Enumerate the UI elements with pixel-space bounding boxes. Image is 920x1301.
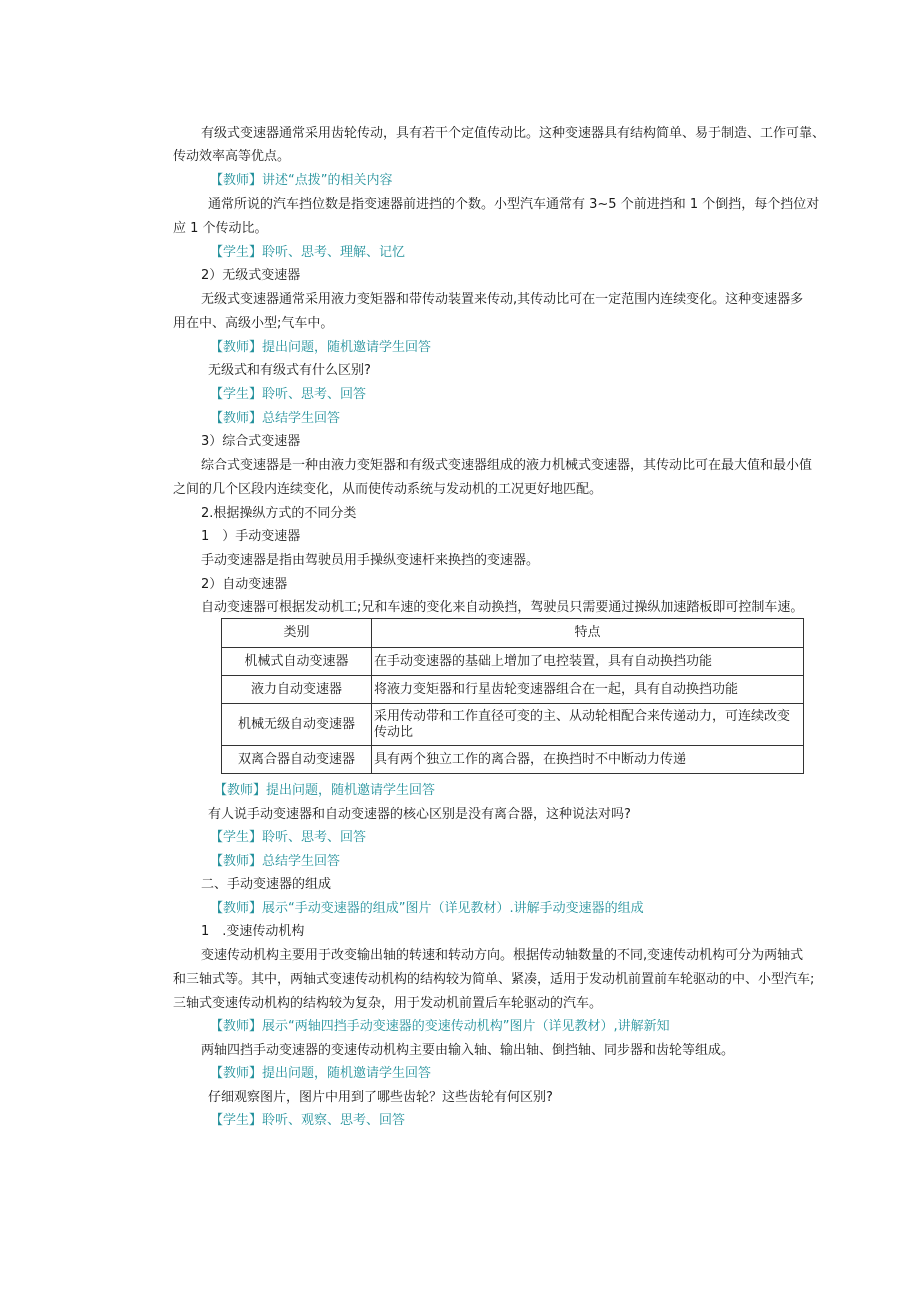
subheading: 1 ）手动变速器 [201, 529, 301, 544]
paragraph-line: 两轴四挡手动变速器的变速传动机构主要由输入轴、输出轴、倒挡轴、同步器和齿轮等组成。 [201, 1043, 735, 1058]
paragraph-line: 综合式变速器是一种由液力变矩器和有级式变速器组成的液力机械式变速器，其传动比可在最大值和最小值 [201, 458, 813, 473]
table-row [222, 676, 804, 704]
teacher-label: 【教师】总结学生回答 [210, 411, 341, 426]
paragraph-line: 和三轴式等。其中，两轴式变速传动机构的结构较为简单、紧凑，适用于发动机前置前车轮驱动的中、小型汽车; [173, 972, 815, 987]
teacher-label: 【教师】提出问题，随机邀请学生回答 [214, 783, 436, 798]
subheading: 2）自动变速器 [201, 577, 288, 592]
paragraph-line: 自动变速器可根据发动机工;兄和车速的变化来自动换挡，驾驶员只需要通过操纵加速踏板即可控制车速。 [201, 600, 804, 615]
transmission-types-table [221, 618, 804, 774]
paragraph-line: 变速传动机构主要用于改变输出轴的转速和转动方向。根据传动轴数量的不同,变速传动机构可分为两轴式 [201, 948, 804, 963]
paragraph-line: 无级式变速器通常采用液力变矩器和带传动装置来传动,其传动比可在一定范围内连续变化。这种变速器多 [201, 292, 804, 307]
paragraph-line: 传动效率高等优点。 [173, 149, 291, 164]
subheading: 1 .变速传动机构 [201, 924, 305, 939]
table-header-cell: 特点 [372, 619, 804, 648]
teacher-label: 【教师】提出问题，随机邀请学生回答 [210, 1066, 432, 1081]
teacher-label: 【教师】讲述“点拨”的相关内容 [210, 173, 393, 188]
table-cell-type: 机械式自动变速器 [222, 648, 372, 676]
table-cell-feature: 将液力变矩器和行星齿轮变速器组合在一起，具有自动换挡功能 [372, 676, 804, 704]
table-cell-type: 双离合器自动变速器 [222, 746, 372, 774]
subheading: 3）综合式变速器 [201, 434, 301, 449]
teacher-label: 【教师】展示“两轴四挡手动变速器的变速传动机构”图片（详见教材）,讲解新知 [210, 1019, 670, 1034]
paragraph-line: 手动变速器是指由驾驶员用手操纵变速杆来换挡的变速器。 [201, 553, 540, 568]
paragraph-line: 有级式变速器通常采用齿轮传动，具有若干个定值传动比。这种变速器具有结构简单、易于制造、工作可靠、 [201, 126, 826, 141]
student-label: 【学生】聆听、观察、思考、回答 [210, 1113, 406, 1128]
teacher-label: 【教师】提出问题，随机邀请学生回答 [210, 340, 432, 355]
teacher-label: 【教师】总结学生回答 [210, 854, 341, 869]
student-label: 【学生】聆听、思考、理解、记忆 [210, 245, 406, 260]
table-cell-feature: 采用传动带和工作直径可变的主、从动轮相配合来传递动力，可连续改变传动比 [372, 704, 804, 746]
table-row [222, 704, 804, 746]
paragraph-line: 之间的几个区段内连续变化，从而使传动系统与发动机的工况更好地匹配。 [173, 482, 603, 497]
table-header-cell: 类别 [222, 619, 372, 648]
question-line: 仔细观察图片，图片中用到了哪些齿轮？这些齿轮有何区别? [208, 1090, 553, 1105]
question-line: 无级式和有级式有什么区别? [208, 363, 371, 378]
table-cell-feature: 具有两个独立工作的离合器，在换挡时不中断动力传递 [372, 746, 804, 774]
paragraph-line: 通常所说的汽车挡位数是指变速器前进挡的个数。小型汽车通常有 3~5 个前进挡和 1 个倒挡，每个挡位对 [208, 197, 820, 212]
question-line: 有人说手动变速器和自动变速器的核心区别是没有离合器，这种说法对吗? [208, 807, 631, 822]
section-heading: 二、手动变速器的组成 [201, 877, 332, 892]
paragraph-line: 三轴式变速传动机构的结构较为复杂，用于发动机前置后车轮驱动的汽车。 [173, 996, 603, 1011]
subheading: 2）无级式变速器 [201, 268, 301, 283]
paragraph-line: 用在中、高级小型;气车中。 [173, 316, 334, 331]
section-heading: 2.根据操纵方式的不同分类 [201, 506, 357, 521]
table-row [222, 648, 804, 676]
paragraph-line: 应 1 个传动比。 [173, 221, 268, 236]
teacher-label: 【教师】展示“手动变速器的组成”图片（详见教材）.讲解手动变速器的组成 [210, 901, 644, 916]
table-cell-type: 机械无级自动变速器 [222, 704, 372, 746]
table-cell-type: 液力自动变速器 [222, 676, 372, 704]
table-header-row [222, 619, 804, 648]
table-row [222, 746, 804, 774]
table-cell-feature: 在手动变速器的基础上增加了电控装置，具有自动换挡功能 [372, 648, 804, 676]
student-label: 【学生】聆听、思考、回答 [210, 830, 367, 845]
student-label: 【学生】聆听、思考、回答 [210, 387, 367, 402]
